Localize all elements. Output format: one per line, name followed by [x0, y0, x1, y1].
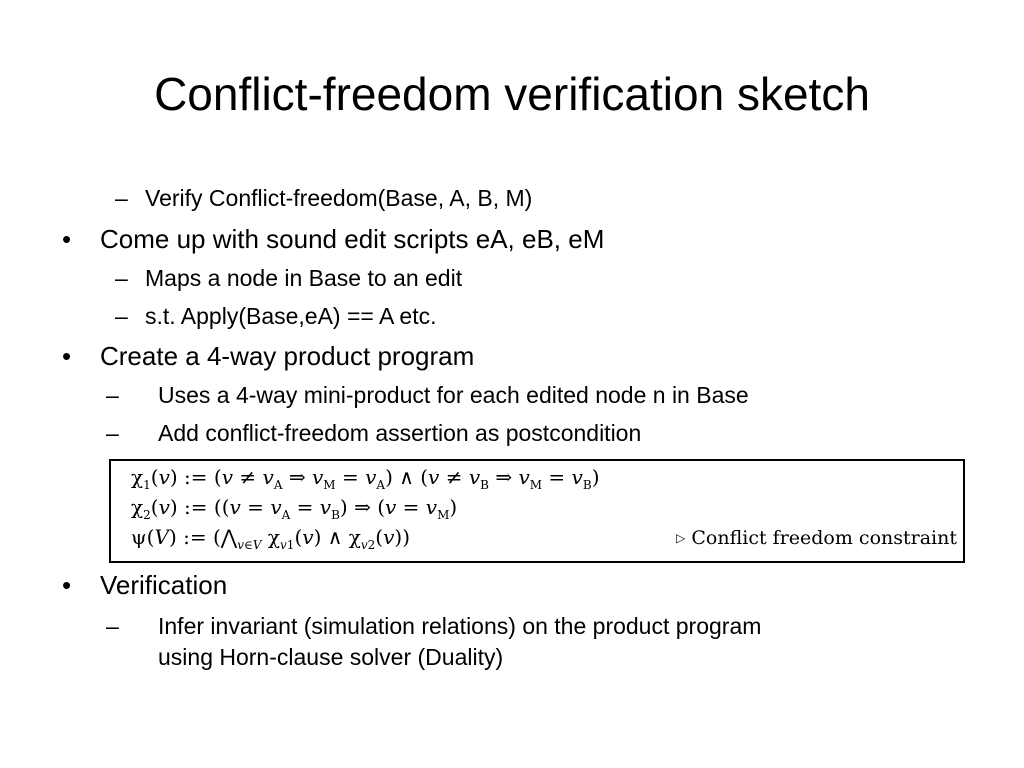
bullet-text: Verification — [100, 570, 228, 600]
bullet-text: Maps a node in Base to an edit — [145, 265, 463, 291]
bullet-text: using Horn-clause solver (Duality) — [158, 644, 504, 670]
formula-box — [109, 459, 965, 563]
bullet-text: Create a 4-way product program — [100, 341, 475, 371]
formula-chi2: $\chi_2(v)$ := ($(v = v_A = v_B)$ ⇒ $(v = v_M)$ — [131, 495, 458, 522]
bullet-marker: • — [62, 570, 72, 600]
dash-marker: – — [115, 185, 128, 211]
dash-marker: – — [115, 265, 128, 291]
dash-marker: – — [115, 303, 128, 329]
dash-marker: – — [106, 382, 119, 408]
bullet-text: Uses a 4-way mini-product for each edited node n in Base — [158, 382, 749, 408]
formula-comment-text: Conflict freedom constraint — [691, 527, 957, 549]
bullet-marker: • — [62, 341, 72, 371]
bullet-text: Verify Conflict-freedom(Base, A, B, M) — [145, 185, 533, 211]
formula-comment — [676, 524, 957, 552]
bullet-text: Infer invariant (simulation relations) on the product program — [158, 613, 762, 639]
triangle-icon: ▷ — [676, 531, 686, 545]
formula-psi: ψ(V) := ($⋀_{v\in V}$ $\chi_{v1}(v)$ ∧ $\chi_{v2}(v)$) — [131, 525, 410, 552]
bullet-text: s.t. Apply(Base,eA) == A etc. — [145, 303, 437, 329]
bullet-text: Come up with sound edit scripts eA, eB, eM — [100, 224, 605, 254]
bullet-marker: • — [62, 224, 72, 254]
slide-title: Conflict-freedom verification sketch — [154, 68, 870, 120]
dash-marker: – — [106, 420, 119, 446]
bullet-text: Add conflict-freedom assertion as postcondition — [158, 420, 642, 446]
dash-marker: – — [106, 613, 119, 639]
formula-chi1: $\chi_1(v)$ := ($v \ne v_A$ ⇒ $v_M = v_A$) ∧ ($v \ne v_B$ ⇒ $v_M = v_B$) — [131, 465, 600, 492]
